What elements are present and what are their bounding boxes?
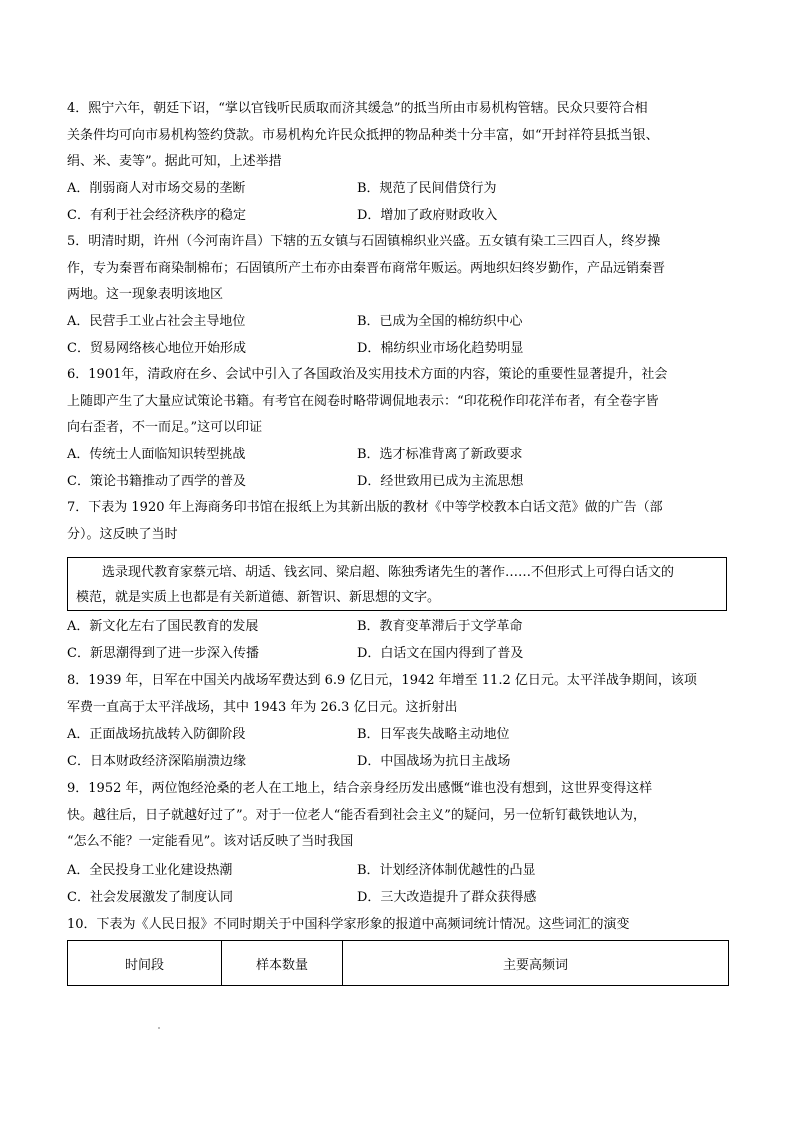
question-8-options (67, 722, 729, 775)
question-6-option-b[interactable]: B．选才标准背离了新政要求 (357, 447, 523, 462)
header-time-period: 时间段 (68, 941, 222, 986)
question-9-line-3: “怎么不能？一定能看见”。该对话反映了当时我国 (67, 834, 354, 849)
question-5-option-a[interactable]: A．民营手工业占社会主导地位 (67, 314, 246, 329)
question-9-line-1: 9．1952 年，两位饱经沧桑的老人在工地上，结合亲身经历发出感慨“谁也没有想到，这世界变得这样 (67, 781, 653, 796)
header-main-words: 主要高频词 (343, 941, 729, 986)
question-7-option-b[interactable]: B．教育变革滞后于文学革命 (357, 619, 523, 634)
question-6-line-3: 向右歪者，不一而足。”这可以印证 (67, 420, 263, 435)
question-9-option-b[interactable]: B．计划经济体制优越性的凸显 (357, 863, 536, 878)
question-4-line-3: 绢、米、麦等”。据此可知，上述举措 (67, 154, 282, 169)
question-5-line-1: 5．明清时期，许州（今河南许昌）下辖的五女镇与石固镇棉织业兴盛。五女镇有染工三四百人，终岁操 (67, 234, 661, 249)
question-5 (67, 229, 729, 309)
question-7-option-c[interactable]: C．新思潮得到了进一步深入传播 (67, 645, 259, 661)
high-frequency-words-table (67, 940, 729, 986)
question-9-options (67, 858, 729, 911)
question-4-option-b[interactable]: B．规范了民间借贷行为 (357, 181, 497, 196)
question-6-line-1: 6．1901年，清政府在乡、会试中引入了各国政治及实用技术方面的内容，策论的重要性显著提升，社会 (67, 367, 668, 382)
question-8-option-a[interactable]: A．正面战场抗战转入防御阶段 (67, 727, 246, 742)
question-8-option-b[interactable]: B．日军丧失战略主动地位 (357, 727, 510, 742)
question-8-line-1: 8．1939 年，日军在中国关内战场军费达到 6.9 亿日元，1942 年增至 11.2 亿日元。太平洋战争期间，该项 (67, 673, 697, 688)
question-8-option-d[interactable]: D．中国战场为抗日主战场 (357, 753, 511, 769)
question-8 (67, 668, 729, 721)
scan-speck (158, 1027, 160, 1029)
question-7 (67, 495, 729, 548)
question-4-line-2: 关条件均可向市易机构签约贷款。市易机构允许民众抵押的物品种类十分丰富，如“开封祥符县抵当银、 (67, 127, 659, 143)
question-9-option-d[interactable]: D．三大改造提升了群众获得感 (357, 889, 537, 905)
question-7-option-a[interactable]: A．新文化左右了国民教育的发展 (67, 619, 259, 634)
question-4-option-a[interactable]: A．削弱商人对市场交易的垄断 (67, 181, 246, 196)
quote-line-1: 选录现代教育家蔡元培、胡适、钱玄同、梁启超、陈独秀诸先生的著作……不但形式上可得白话文的 (102, 565, 675, 580)
question-9 (67, 776, 729, 856)
question-9-option-c[interactable]: C．社会发展激发了制度认同 (67, 889, 233, 905)
question-6 (67, 362, 729, 442)
question-7-line-1: 7．下表为 1920 年上海商务印书馆在报纸上为其新出版的教材《中等学校教本白话文范》做的广告（部 (67, 500, 663, 515)
question-5-options (67, 309, 729, 362)
question-5-option-c[interactable]: C．贸易网络核心地位开始形成 (67, 340, 246, 356)
question-6-option-c[interactable]: C．策论书籍推动了西学的普及 (67, 473, 246, 489)
question-4-line-1: 4．熙宁六年，朝廷下诏，“掌以官钱听民质取而济其缓急”的抵当所由市易机构管辖。民众只要符合相 (67, 101, 648, 116)
question-8-option-c[interactable]: C．日本财政经济深陷崩溃边缘 (67, 753, 246, 769)
question-5-line-2: 作，专为秦晋布商染制棉布；石固镇所产土布亦由秦晋布商常年贩运。两地织妇终岁勤作，产品远销秦晋 (67, 260, 666, 276)
question-6-options (67, 442, 729, 495)
quote-line-2: 模范，就是实质上也都是有关新道德、新智识、新思想的文字。 (76, 590, 441, 605)
advertisement-quote-box (67, 557, 727, 611)
question-7-line-2: 分）。这反映了当时 (67, 526, 178, 542)
question-8-line-2: 军费一直高于太平洋战场，其中 1943 年为 26.3 亿日元。这折射出 (67, 699, 458, 715)
question-4 (67, 96, 729, 176)
question-10 (67, 912, 729, 939)
question-9-line-2: 快。越往后，日子就越好过了”。对于一位老人“能否看到社会主义”的疑问，另一位斩钉截铁地认为， (67, 807, 646, 823)
question-10-line-1: 10．下表为《人民日报》不同时期关于中国科学家形象的报道中高频词统计情况。这些词汇的演变 (67, 917, 630, 932)
header-sample-count: 样本数量 (222, 941, 343, 986)
question-5-option-b[interactable]: B．已成为全国的棉纺织中心 (357, 314, 523, 329)
question-4-option-c[interactable]: C．有利于社会经济秩序的稳定 (67, 207, 246, 223)
question-7-option-d[interactable]: D．白话文在国内得到了普及 (357, 645, 524, 661)
question-4-options (67, 176, 729, 229)
question-5-option-d[interactable]: D．棉纺织业市场化趋势明显 (357, 340, 524, 356)
table-header-row (68, 941, 729, 986)
question-5-line-3: 两地。这一现象表明该地区 (67, 287, 224, 302)
question-6-line-2: 上随即产生了大量应试策论书籍。有考官在阅卷时略带调侃地表示：“印花税作印花洋布者，有全卷字皆 (67, 393, 659, 409)
question-6-option-a[interactable]: A．传统士人面临知识转型挑战 (67, 447, 246, 462)
question-7-options (67, 614, 729, 667)
question-6-option-d[interactable]: D．经世致用已成为主流思想 (357, 473, 524, 489)
question-4-option-d[interactable]: D．增加了政府财政收入 (357, 207, 498, 223)
question-9-option-a[interactable]: A．全民投身工业化建设热潮 (67, 863, 233, 878)
